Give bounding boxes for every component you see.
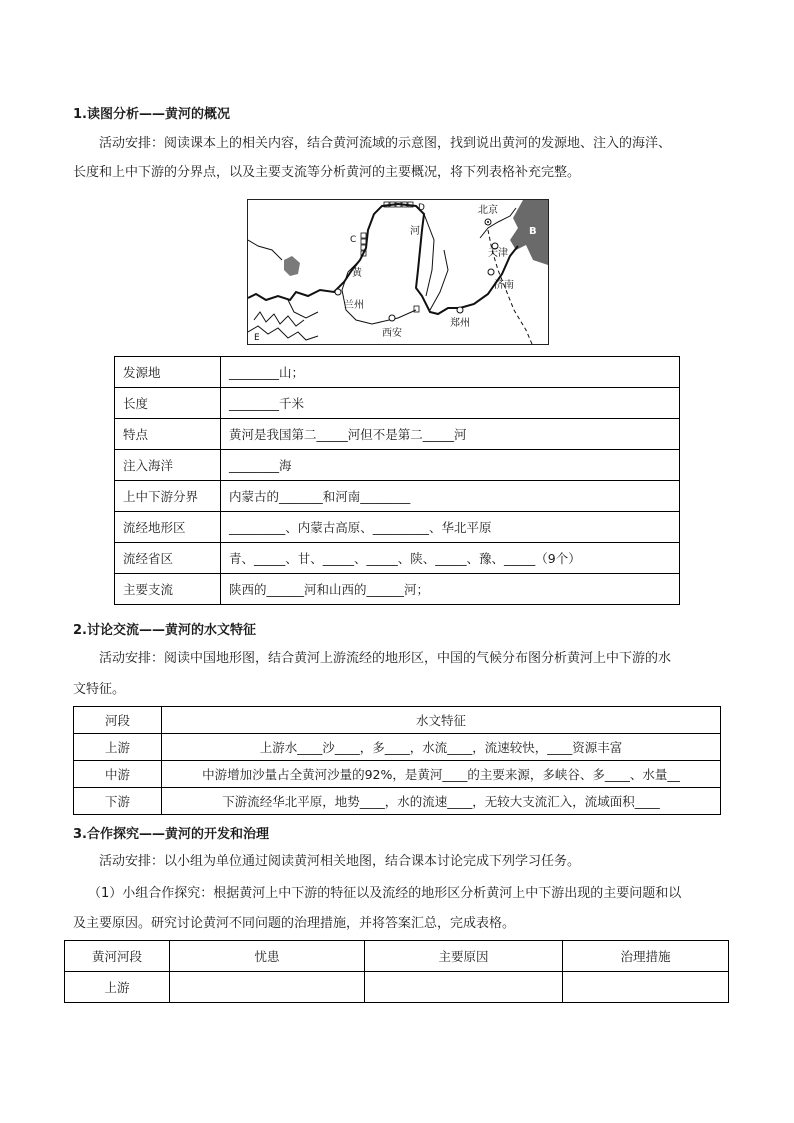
governance-header-row (65, 941, 729, 972)
overview-row (115, 543, 680, 574)
governance-segment: 上游 (65, 972, 170, 1003)
yellow-river-map (247, 199, 549, 345)
header-measure: 治理措施 (563, 941, 729, 972)
hydrology-row (74, 788, 721, 815)
overview-table-body (115, 357, 680, 605)
label-zhengzhou: 郑州 (450, 318, 470, 329)
governance-row (65, 972, 729, 1003)
overview-value: 内蒙古的_______和河南________ (221, 481, 680, 512)
overview-value: 黄河是我国第二_____河但不是第二_____河 (221, 419, 680, 450)
overview-value: _________、内蒙古高原、_________、华北平原 (221, 512, 680, 543)
label-beijing: 北京 (478, 205, 498, 216)
overview-value: ________千米 (221, 388, 680, 419)
section2-activity-line2: 文特征。 (73, 682, 126, 697)
section3-task-line2: 及主要原因。研究讨论黄河不同问题的治理措施，并将答案汇总，完成表格。 (73, 916, 516, 931)
hydrology-header-row (74, 707, 721, 734)
governance-table (64, 940, 729, 1003)
city-dot-beijing-center (487, 221, 489, 223)
tributary-line (248, 240, 282, 260)
overview-row (115, 450, 680, 481)
city-dot-xian (389, 315, 395, 321)
hydrology-segment: 下游 (74, 788, 162, 815)
header-cause: 主要原因 (365, 941, 563, 972)
overview-table (114, 356, 680, 605)
hydrology-row (74, 734, 721, 761)
governance-table-body (65, 972, 729, 1003)
section3-title: 3.合作探究——黄河的开发和治理 (73, 827, 269, 842)
hydrology-row (74, 761, 721, 788)
section1-title: 1.读图分析——黄河的概况 (73, 107, 230, 122)
overview-row (115, 357, 680, 388)
label-lanzhou: 兰州 (344, 300, 364, 311)
governance-measure[interactable] (563, 972, 729, 1003)
city-dot-lanzhou (335, 289, 341, 295)
section1-activity-line1: 活动安排：阅读课本上的相关内容，结合黄河流域的示意图，找到说出黄河的发源地、注入的海洋、 (99, 136, 672, 151)
governance-cause[interactable] (365, 972, 563, 1003)
hydrology-feature: 下游流经华北平原，地势____，水的流速____，无较大支流汇入，流域面积____ (162, 788, 721, 815)
overview-label: 注入海洋 (115, 450, 221, 481)
overview-row (115, 419, 680, 450)
section3-task-line1: （1）小组合作探究：根据黄河上中下游的特征以及流经的地形区分析黄河上中下游出现的主要问题和以 (88, 886, 682, 901)
label-e: E (254, 333, 260, 343)
overview-label: 流经省区 (115, 543, 221, 574)
overview-label: 上中下游分界 (115, 481, 221, 512)
label-tianjin: 天津 (488, 248, 508, 259)
city-dot-jinan (488, 269, 494, 275)
overview-value: ________山； (221, 357, 680, 388)
label-b: B (529, 226, 537, 237)
section2-title: 2.讨论交流——黄河的水文特征 (73, 623, 256, 638)
hydrology-table-body (74, 734, 721, 815)
header-segment: 河段 (74, 707, 162, 734)
overview-value: ________海 (221, 450, 680, 481)
overview-label: 流经地形区 (115, 512, 221, 543)
header-segment: 黄河河段 (65, 941, 170, 972)
lake-shape (284, 256, 300, 276)
hydrology-table (73, 706, 721, 815)
overview-row (115, 481, 680, 512)
label-huang: 黄 (352, 268, 362, 279)
label-xian: 西安 (382, 328, 402, 339)
header-feature: 水文特征 (162, 707, 721, 734)
city-dot-zhengzhou (457, 307, 463, 313)
hydrology-feature: 中游增加沙量占全黄河沙量的92%，是黄河____的主要来源，多峡谷、多____、水量__ (162, 761, 721, 788)
river-map-svg (248, 200, 548, 344)
governance-problem[interactable] (170, 972, 365, 1003)
section1-activity-line2: 长度和上中下游的分界点，以及主要支流等分析黄河的主要概况，将下列表格补充完整。 (73, 165, 581, 180)
label-d: D (418, 203, 425, 213)
overview-label: 主要支流 (115, 574, 221, 605)
overview-label: 发源地 (115, 357, 221, 388)
overview-row (115, 512, 680, 543)
overview-label: 特点 (115, 419, 221, 450)
hydrology-segment: 上游 (74, 734, 162, 761)
hydrology-feature: 上游水____沙____，多____，水流____，流速较快，____资源丰富 (162, 734, 721, 761)
label-c: C (350, 235, 357, 245)
overview-label: 长度 (115, 388, 221, 419)
label-jinan: 济南 (494, 280, 514, 291)
overview-value: 青、_____、甘、_____、_____、陕、_____、豫、_____（9个） (221, 543, 680, 574)
overview-row (115, 574, 680, 605)
label-he: 河 (410, 226, 420, 237)
header-problem: 忧患 (170, 941, 365, 972)
tributary-fen-line (424, 214, 434, 296)
mountain-line (254, 312, 304, 326)
overview-value: 陕西的______河和山西的______河； (221, 574, 680, 605)
section2-activity-line1: 活动安排：阅读中国地形图，结合黄河上游流经的地形区，中国的气候分布图分析黄河上中下游的水 (99, 651, 672, 666)
section3-activity-line: 活动安排：以小组为单位通过阅读黄河相关地图，结合课本讨论完成下列学习任务。 (99, 854, 581, 869)
hydrology-segment: 中游 (74, 761, 162, 788)
tributary-line (288, 300, 318, 318)
overview-row (115, 388, 680, 419)
